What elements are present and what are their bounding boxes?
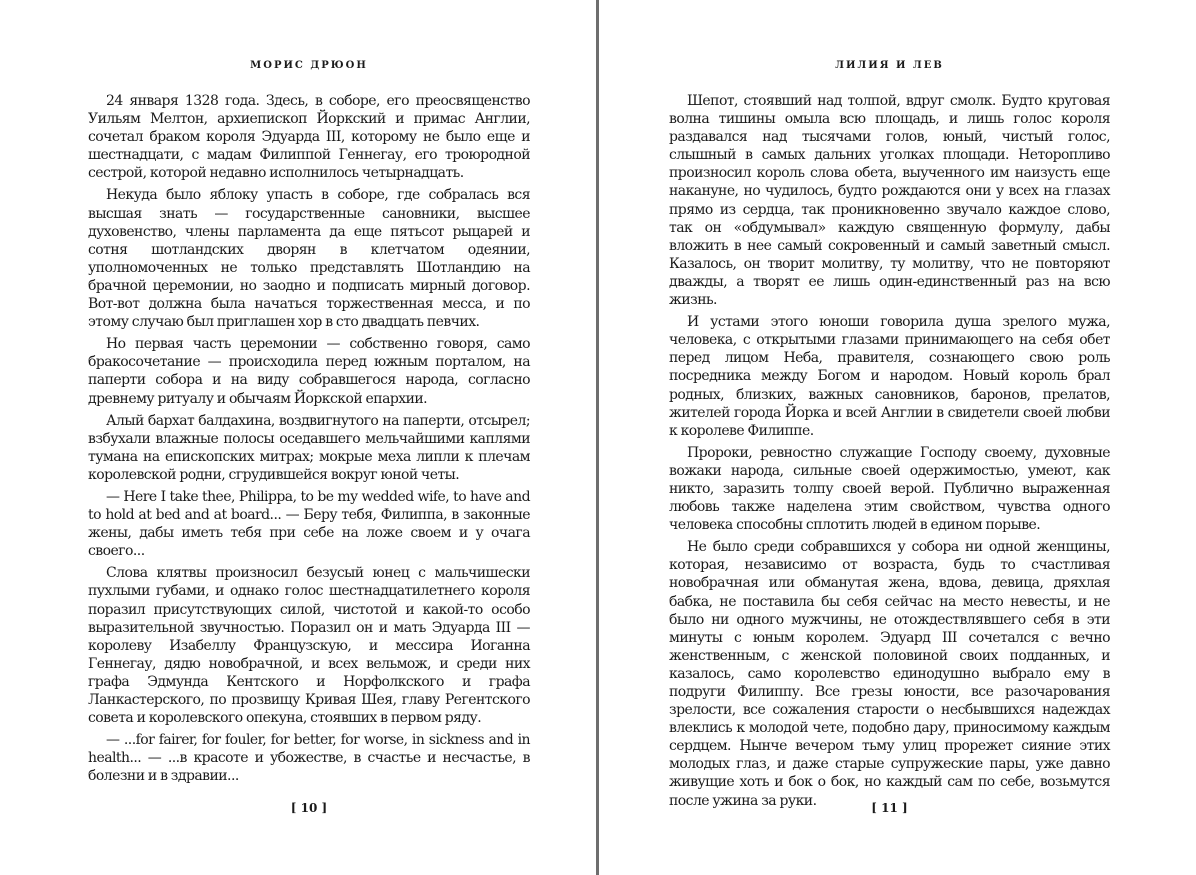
paragraph: Не было среди собравшихся у собора ни одной женщины, которая, независимо от возраста, будь то счастливая новобрачная или обманутая жена, вдова, девица, дряхлая бабка, не поставила бы себя сейчас на место невесты, и не было ни одного мужчины, не отождествлявшего себя в эти минуты с юным королем. Эдуард III сочетался с вечно женственным, с женской половиной своих подданных, и казалось, само королевство единодушно выбрало ему в подруги Филиппу. Все грезы юности, все разочарования зрелости, все сожаления старости о несбывшихся надеждах влеклись к молодой чете, подобно дару, приносимому каждым сердцем. Нынче вечером тьму улиц прорежет сияние этих молодых глаз, и даже старые супружеские пары, уже давно живущие хоть и бок о бок, но каждый сам по себе, возьмутся после ужина за руки.: [669, 539, 1110, 809]
right-page: [669, 0, 1110, 875]
paragraph: Слова клятвы произносил безусый юнец с мальчишески пухлыми губами, и однако голос шестнадцатилетнего короля поразил присутствующих силой, чистотой и какой-то особо выразительной звучностью. Поразил он и мать Эдуарда III — королеву Изабеллу Французскую, и мессира Иоганна Геннегау, дядю новобрачной, и всех вельмож, и среди них графа Эдмунда Кентского и Норфолкского и графа Ланкастерского, по прозвищу Кривая Шея, главу Регентского совета и королевского опекуна, стоявших в первом ряду.: [88, 565, 530, 727]
paragraph: — Here I take thee, Philippa, to be my wedded wife, to have and to hold at bed and at board... — Беру тебя, Филиппа, в законные жены, дабы иметь тебя при себе на ложе своем и у очага своего...: [88, 488, 530, 560]
right-page-text: [669, 92, 1110, 814]
page-number-left: [ 10 ]: [290, 801, 328, 815]
paragraph: — ...for fairer, for fouler, for better, for worse, in sickness and in health... — ...в красоте и убожестве, в счастье и несчастье, в болезни и в здравии...: [88, 732, 530, 785]
paragraph: 24 января 1328 года. Здесь, в соборе, его преосвященство Уильям Мелтон, архиепископ Йоркский и примас Англии, сочетал браком короля Эдуарда III, которому не было еще и шестнадцати, с мадам Филиппой Геннегау, его троюродной сестрой, которой недавно исполнилось четырнадцать.: [88, 93, 530, 182]
page-gutter-divider: [596, 0, 599, 875]
paragraph: Шепот, стоявший над толпой, вдруг смолк. Будто круговая волна тишины омыла всю площадь, и лишь голос короля раздавался над тысячами голов, юный, чистый голос, слышный в самых дальних уголках площади. Неторопливо произносил король слова обета, выученного им наизусть еще накануне, но чудилось, будто рождаются они у всех на глазах прямо из сердца, так проникновенно звучало каждое слово, так он «обдумывал» каждую священную формулу, дабы вложить в нее самый сокровенный и самый заветный смысл. Казалось, он творит молитву, ту молитву, что не повторяют дважды, а творят ее лишь один-единственный раз на всю жизнь.: [669, 93, 1110, 309]
page-number-right: [ 11 ]: [871, 801, 908, 815]
left-page: [88, 0, 530, 875]
running-head-author: МОРИС ДРЮОН: [250, 60, 368, 71]
paragraph: Некуда было яблоку упасть в соборе, где собралась вся высшая знать — государственные сановники, высшее духовенство, члены парламента да еще пятьсот рыцарей и сотня шотландских дворян в клетчатом одеянии, уполномоченных не только представлять Шотландию на брачной церемонии, но заодно и подписать мирный договор. Вот-вот должна была начаться торжественная месса, и по этому случаю был приглашен хор в сто двадцать певчих.: [88, 187, 530, 331]
paragraph: Пророки, ревностно служащие Господу своему, духовные вожаки народа, сильные своей одержимостью, умеют, как никто, заразить толпу своей верой. Публично выраженная любовь также наделена этим свойством, чувства одного человека способны сплотить людей в едином порыве.: [669, 444, 1110, 534]
running-head-title: ЛИЛИЯ И ЛЕВ: [835, 60, 944, 71]
paragraph: Алый бархат балдахина, воздвигнутого на паперти, отсырел; взбухали влажные полосы оседавшего мельчайшими каплями тумана на епископских митрах; мокрые меха липли к плечам королевской родни, сгрудившейся вокруг юной четы.: [88, 412, 530, 483]
left-page-text: [88, 92, 530, 789]
paragraph: Но первая часть церемонии — собственно говоря, само бракосочетание — происходила перед южным порталом, на паперти собора и на виду собравшегося народа, согласно древнему ритуалу и обычаям Йоркской епархии.: [88, 336, 530, 407]
paragraph: И устами этого юноши говорила душа зрелого мужа, человека, с открытыми глазами принимающего на себя обет перед лицом Неба, правителя, сознающего свою роль посредника между Богом и народом. Новый король брал родных, близких, важных сановников, баронов, прелатов, жителей города Йорка и всей Англии в свидетели своей любви к королеве Филиппе.: [669, 314, 1110, 439]
